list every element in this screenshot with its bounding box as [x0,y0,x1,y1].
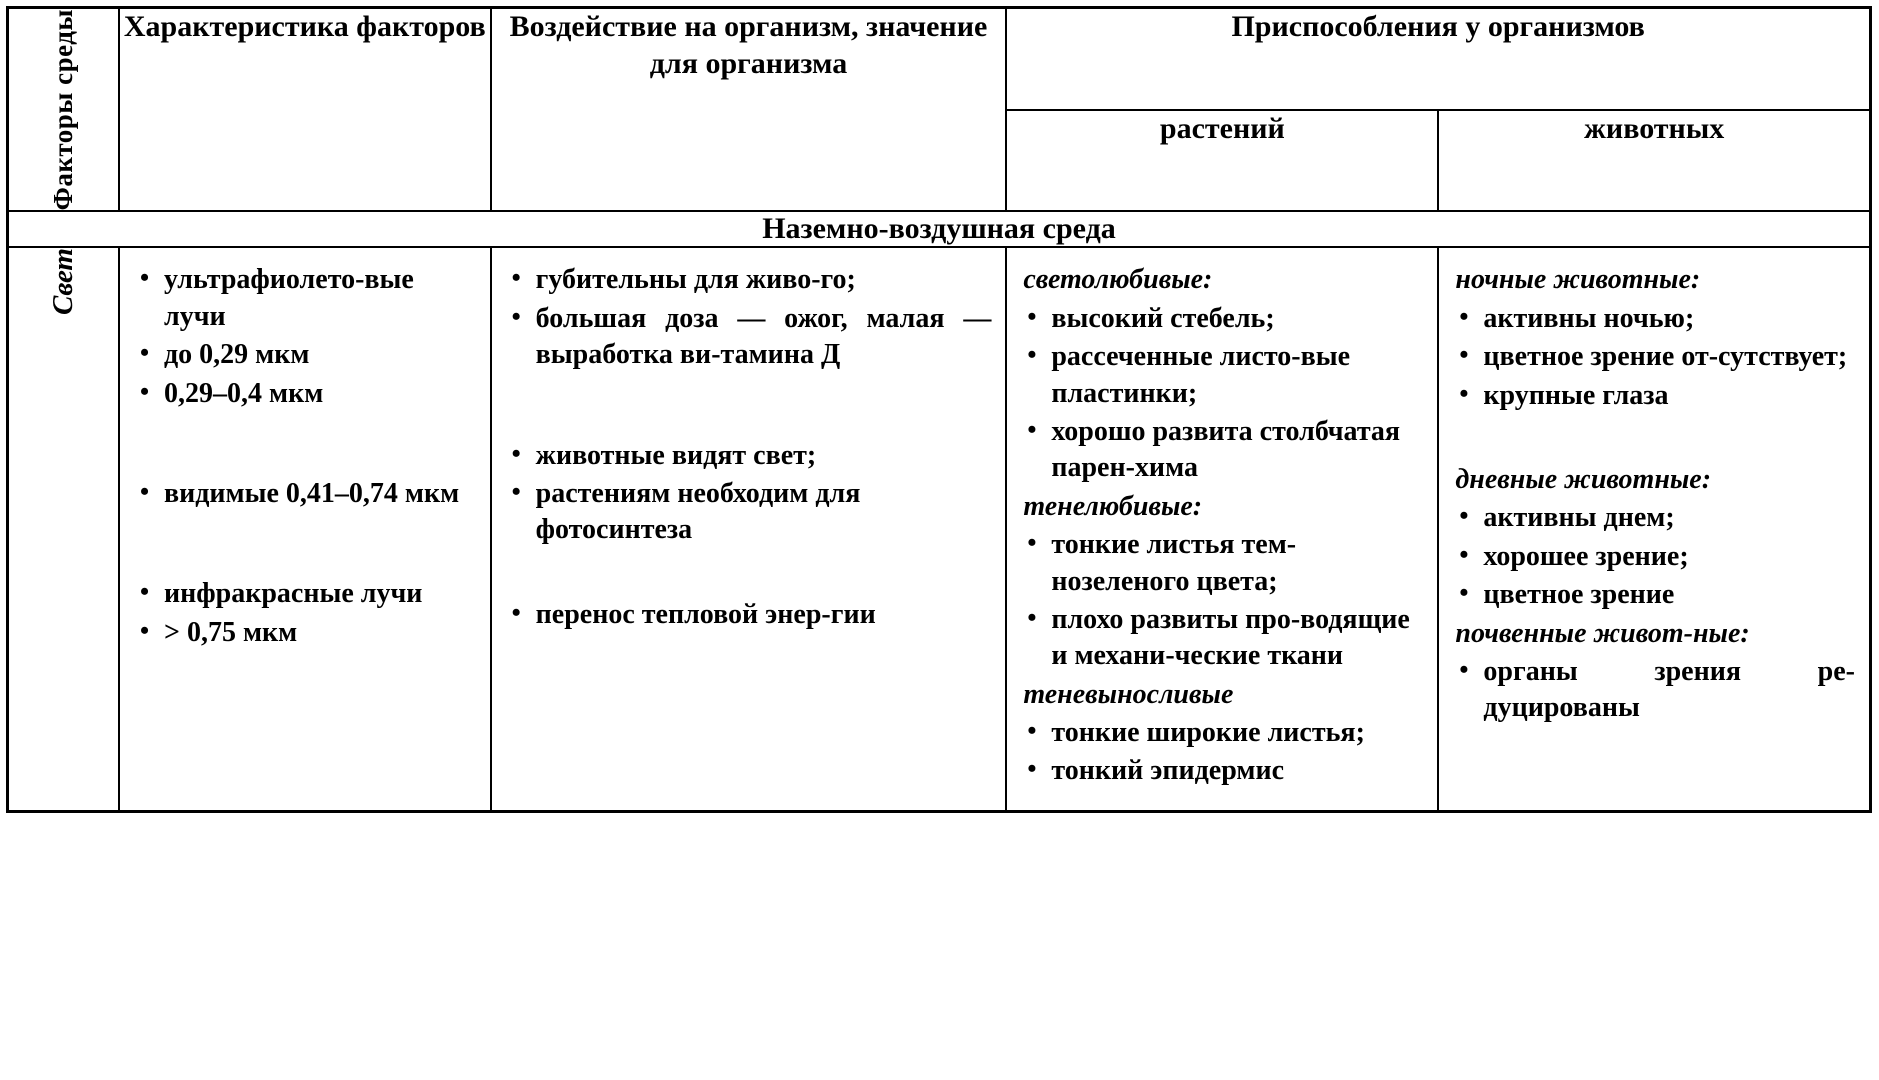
plants-group-title: светолюбивые: [1023,264,1213,296]
plants-group-2-list [1023,527,1423,675]
section-band-row [8,211,1871,247]
list-item: • видимые 0,41–0,74 мкм [136,476,476,512]
table-header-row-1 [8,8,1871,111]
list-item: • тонкие широкие листья; [1023,715,1423,751]
list-item: • активны днем; [1455,500,1855,536]
list-item: • рассеченные листо-вые пластинки; [1023,339,1423,412]
header-factors-cell [8,8,120,212]
header-animals-cell: животных [1438,110,1870,211]
header-characteristics-cell: Характеристика факторов [119,8,491,212]
list-item: • животные видят свет; [508,438,992,474]
list-item: • инфракрасные лучи [136,576,476,612]
list-item: • крупные глаза [1455,378,1855,414]
section-band-label: Наземно-воздушная среда [8,211,1871,247]
plants-adaptations-cell [1006,247,1438,811]
list-item: • хорошее зрение; [1455,539,1855,575]
factor-name-cell [8,247,120,811]
list-item: • губительны для живо-го; [508,262,992,298]
animals-group-title: дневные животные: [1455,463,1712,495]
list-item: • ультрафиолето-вые лучи [136,262,476,335]
list-item: • органы зрения ре-дуцированы [1455,654,1855,727]
animals-adaptations-cell [1438,247,1870,811]
spacer [136,514,476,576]
spacer [508,376,992,438]
list-item: • большая доза — ожог, малая — выработка ви-тамина Д [508,301,992,374]
list-item-continuation: • > 0,75 мкм [136,615,476,651]
characteristics-cell [119,247,491,811]
list-item: • цветное зрение [1455,577,1855,613]
list-item: • цветное зрение от-сутствует; [1455,339,1855,375]
list-item: • хорошо развита столбчатая парен-хима [1023,414,1423,487]
characteristics-group-1 [136,262,476,412]
list-item: • тонкие листья тем-нозеленого цвета; [1023,527,1423,600]
table-row [8,247,1871,811]
spacer [508,551,992,597]
factor-label: Свет [47,248,79,316]
spacer [136,414,476,476]
impact-group-1 [508,262,992,373]
spacer [1455,416,1855,462]
list-item: • 0,29–0,4 мкм [136,376,476,412]
animals-group-3-list [1455,654,1855,727]
header-factors-label: Факторы среды [47,9,78,211]
list-item: • растениям необходим для фотосинтеза [508,476,992,549]
list-item: • высокий стебель; [1023,301,1423,337]
list-item: • активны ночью; [1455,301,1855,337]
characteristics-group-2 [136,476,476,512]
list-item: • плохо развиты про-водящие и механи-ческие ткани [1023,602,1423,675]
header-plants-cell: растений [1006,110,1438,211]
list-item: • до 0,29 мкм [136,337,476,373]
environment-factors-table [6,6,1872,813]
characteristics-group-3 [136,576,476,651]
plants-group-3-list [1023,715,1423,790]
impact-group-3 [508,597,992,633]
impact-group-2 [508,438,992,549]
list-item: • перенос тепловой энер-гии [508,597,992,633]
animals-group-title: почвенные живот-ные: [1455,617,1750,649]
animals-group-title: ночные животные: [1455,264,1701,296]
plants-group-title: теневыносливые [1023,678,1234,710]
animals-group-2-list [1455,500,1855,613]
header-impact-cell: Воздействие на организм, значение для организма [491,8,1007,212]
plants-group-1-list [1023,301,1423,487]
impact-cell [491,247,1007,811]
header-adaptations-cell: Приспособления у организмов [1006,8,1870,111]
animals-group-1-list [1455,301,1855,414]
list-item: • тонкий эпидермис [1023,753,1423,789]
plants-group-title: тенелюбивые: [1023,490,1203,522]
